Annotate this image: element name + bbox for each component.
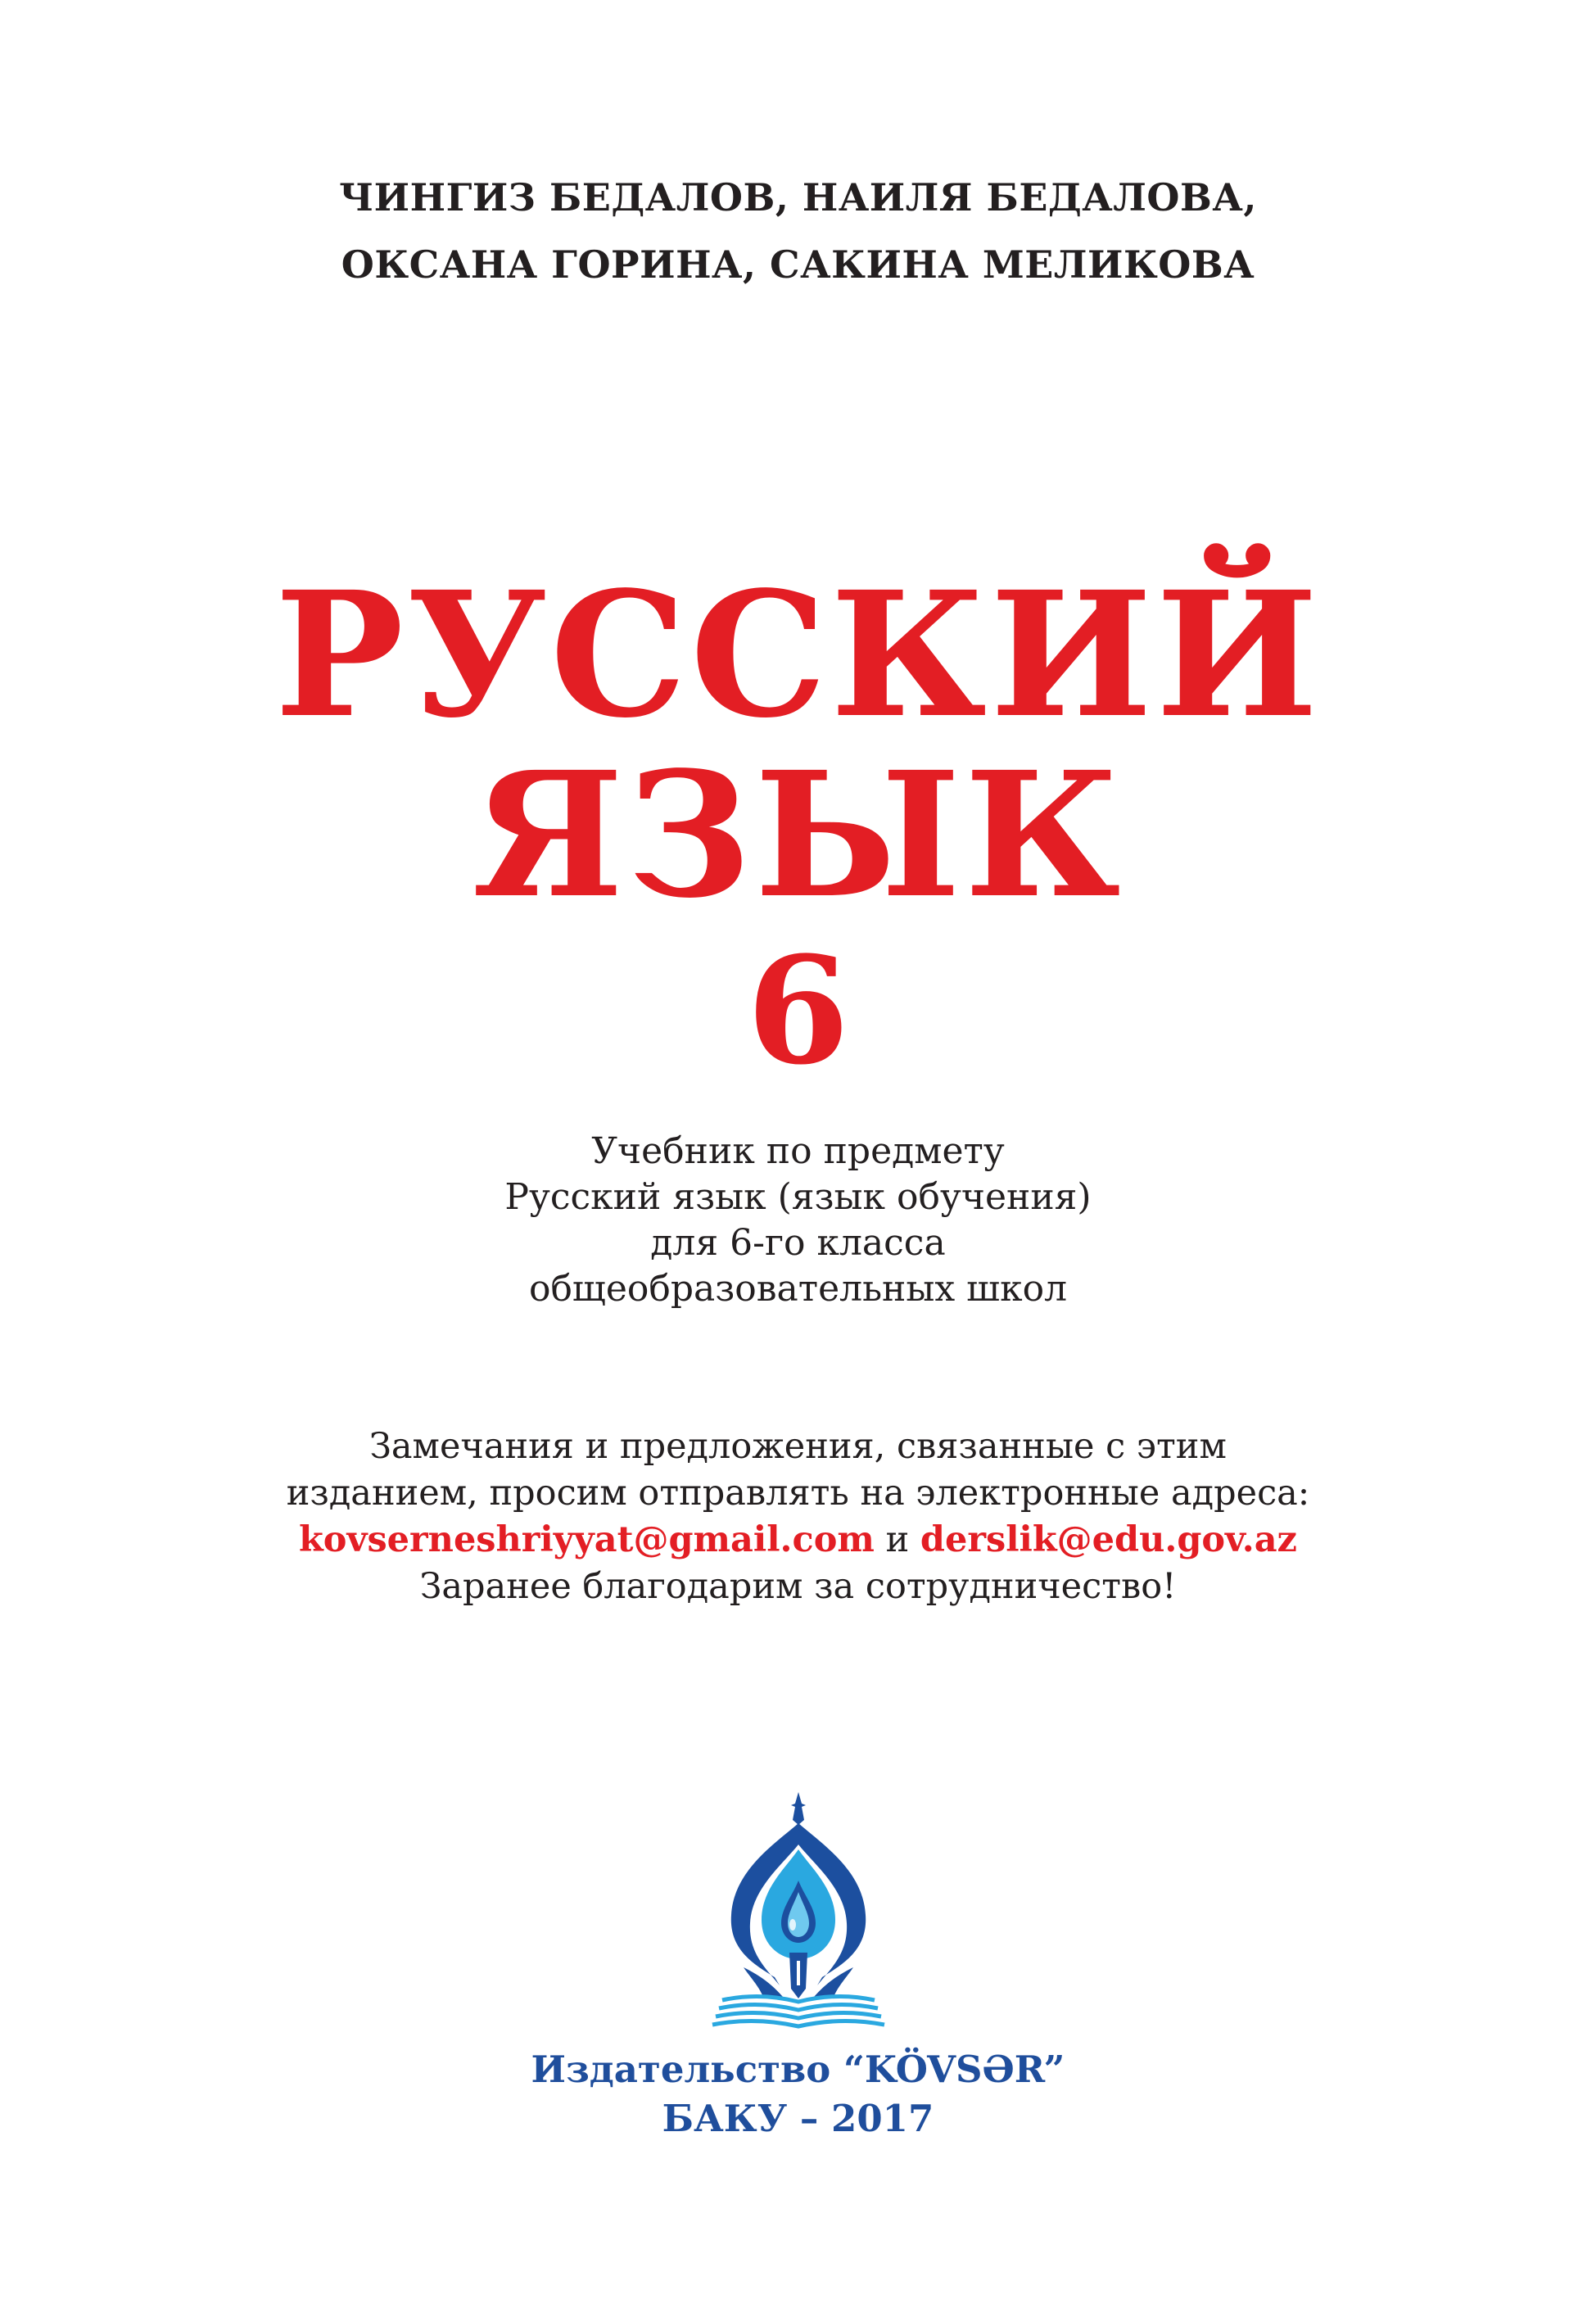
notice-line-2: изданием, просим отправлять на электронные адреса: bbox=[286, 1473, 1310, 1514]
subtitle-line-2: Русский язык (язык обучения) bbox=[504, 1176, 1092, 1218]
subtitle-line-1: Учебник по предмету bbox=[591, 1130, 1005, 1172]
authors-line-1: ЧИНГИЗ БЕДАЛОВ, НАИЛЯ БЕДАЛОВА, bbox=[339, 175, 1257, 220]
publisher-info bbox=[0, 2045, 1596, 2143]
subtitle bbox=[0, 1129, 1596, 1312]
book-title-line-1: РУССКИЙ bbox=[274, 554, 1322, 756]
notice-line-1: Замечания и предложения, связанные с этим bbox=[369, 1426, 1227, 1467]
notice-emails-line bbox=[0, 1517, 1596, 1564]
subtitle-line-4: общеобразовательных школ bbox=[528, 1268, 1068, 1310]
subtitle-line-3: для 6-го класса bbox=[650, 1222, 946, 1264]
email-link-derslik[interactable]: derslik@edu.gov.az bbox=[920, 1519, 1297, 1560]
publisher-name: Издательство “KÖVSƏR” bbox=[531, 2048, 1065, 2091]
publisher-logo-icon bbox=[711, 1792, 887, 2030]
grade-number: 6 bbox=[746, 925, 850, 1098]
publisher-city-year: БАКУ – 2017 bbox=[662, 2097, 934, 2140]
book-title bbox=[0, 554, 1596, 936]
book-title-line-2: ЯЗЫК bbox=[472, 734, 1124, 936]
email-conjunction: и bbox=[885, 1519, 910, 1560]
feedback-notice bbox=[0, 1424, 1596, 1610]
email-link-kovser[interactable]: kovserneshriyyat@gmail.com bbox=[299, 1519, 875, 1560]
notice-line-4: Заранее благодарим за сотрудничество! bbox=[419, 1566, 1177, 1607]
authors bbox=[0, 164, 1596, 298]
authors-line-2: ОКСАНА ГОРИНА, САКИНА МЕЛИКОВА bbox=[341, 242, 1255, 287]
